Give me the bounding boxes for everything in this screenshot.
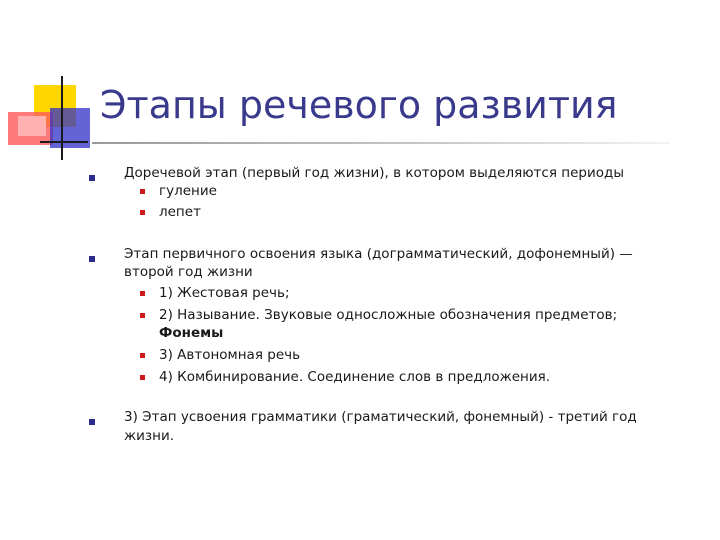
title-underline: [92, 142, 670, 144]
logo-horizontal-line: [40, 141, 88, 143]
sub-bullet-square-icon: [140, 313, 145, 318]
item-2-text-line-2: второй год жизни: [124, 264, 253, 280]
item-2-sub-2-line-2: Фонемы: [159, 325, 224, 341]
logo-red-highlight: [18, 116, 46, 136]
bullet-square-icon: [89, 419, 95, 425]
item-1-sub-1: гуление: [159, 183, 217, 199]
item-2-sub-3: 3) Автономная речь: [159, 347, 301, 363]
sub-bullet-square-icon: [140, 353, 145, 358]
item-2-sub-4: 4) Комбинирование. Соединение слов в предложения.: [159, 369, 551, 385]
sub-bullet-square-icon: [140, 291, 145, 296]
bullet-square-icon: [89, 175, 95, 181]
bullet-square-icon: [89, 256, 95, 262]
item-3-text-line-2: жизни.: [124, 428, 175, 444]
item-3-text-line-1: 3) Этап усвоения грамматики (граматический, фонемный) - третий год: [124, 409, 637, 425]
item-1-sub-2: лепет: [159, 204, 201, 220]
item-2-sub-2-line-1: 2) Называние. Звуковые односложные обозначения предметов;: [159, 307, 618, 323]
item-1-text: Доречевой этап (первый год жизни), в котором выделяются периоды: [124, 165, 624, 181]
sub-bullet-square-icon: [140, 210, 145, 215]
sub-bullet-square-icon: [140, 375, 145, 380]
logo-vertical-line: [61, 76, 63, 160]
slide-title: Этапы речевого развития: [100, 83, 618, 127]
sub-bullet-square-icon: [140, 189, 145, 194]
item-2-text-line-1: Этап первичного освоения языка (дограмматический, дофонемный) —: [124, 246, 633, 262]
item-2-sub-1: 1) Жестовая речь;: [159, 285, 290, 301]
